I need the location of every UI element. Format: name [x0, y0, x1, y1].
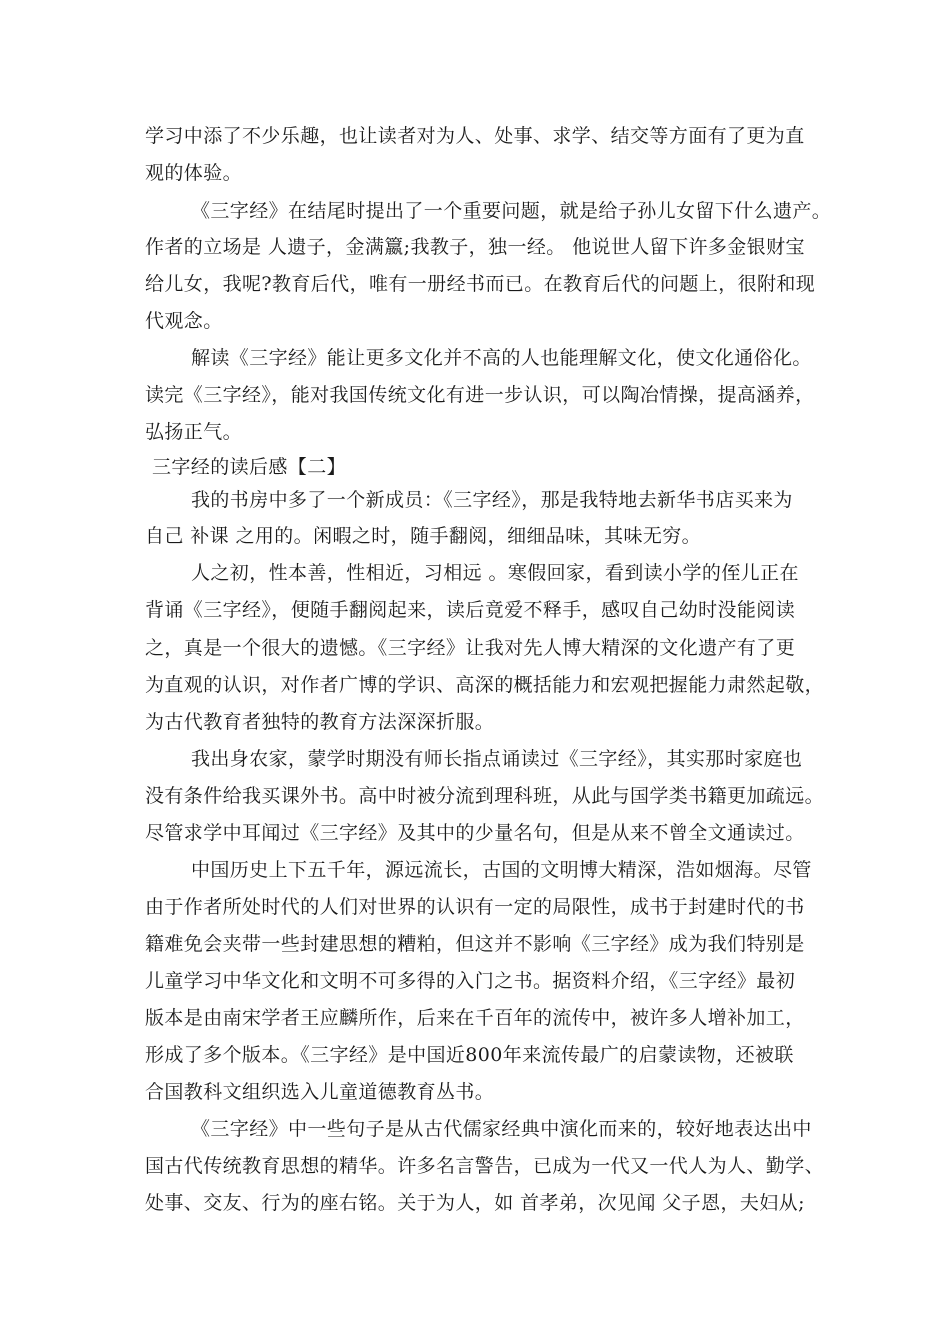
- text-line-12: 自己 补课 之用的。闲暇之时，随手翻阅，细细品味，其味无穷。: [145, 525, 702, 547]
- text-line-4: 作者的立场是 人遗子，金满籝;我教子，独一经。 他说世人留下许多金银财宝: [145, 236, 805, 258]
- text-line-25: 版本是由南宋学者王应麟所作，后来在千百年的流传中，被许多人增补加工，: [145, 1007, 805, 1029]
- text-line-27: 合国教科文组织选入儿童道德教育丛书。: [145, 1081, 495, 1103]
- text-line-30: 处事、交友、行为的座右铭。关于为人，如 首孝弟，次见闻 父子恩，夫妇从;: [145, 1192, 805, 1214]
- text-line-9: 弘扬正气。: [145, 421, 243, 443]
- text-line-14: 背诵《三字经》，便随手翻阅起来，读后竟爱不释手，感叹自己幼时没能阅读: [145, 599, 796, 621]
- text-line-8: 读完《三字经》，能对我国传统文化有进一步认识，可以陶冶情操，提高涵养，: [145, 384, 815, 406]
- text-line-22: 由于作者所处时代的人们对世界的认识有一定的局限性，成书于封建时代的书: [145, 896, 805, 918]
- text-line-24: 儿童学习中华文化和文明不可多得的入门之书。据资料介绍，《三字经》最初: [145, 970, 796, 992]
- text-line-11: 我的书房中多了一个新成员：《三字经》，那是我特地去新华书店买来为: [191, 489, 793, 511]
- section-heading: 三字经的读后感【二】: [152, 456, 347, 478]
- text-line-21: 中国历史上下五千年，源远流长，古国的文明博大精深，浩如烟海。尽管: [191, 859, 812, 881]
- text-line-18: 我出身农家，蒙学时期没有师长指点诵读过《三字经》，其实那时家庭也: [191, 748, 803, 770]
- text-line-1: 学习中添了不少乐趣，也让读者对为人、处事、求学、结交等方面有了更为直: [145, 125, 805, 147]
- text-line-5: 给儿女，我呢?教育后代，唯有一册经书而已。在教育后代的问题上，很附和现: [145, 273, 816, 295]
- text-line-29: 国古代传统教育思想的精华。许多名言警告，已成为一代又一代人为人、勤学、: [145, 1155, 825, 1177]
- text-line-15: 之，真是一个很大的遗憾。《三字经》让我对先人博大精深的文化遗产有了更: [145, 637, 796, 659]
- text-line-6: 代观念。: [145, 310, 223, 332]
- text-line-2: 观的体验。: [145, 162, 243, 184]
- text-line-26: 形成了多个版本。《三字经》是中国近800年来流传最广的启蒙读物，还被联: [145, 1044, 794, 1066]
- text-line-19: 没有条件给我买课外书。高中时被分流到理科班，从此与国学类书籍更加疏远。: [145, 785, 825, 807]
- text-line-20: 尽管求学中耳闻过《三字经》及其中的少量名句，但是从来不曾全文通读过。: [145, 822, 805, 844]
- text-line-3: 《三字经》在结尾时提出了一个重要问题，就是给子孙儿女留下什么遗产。: [191, 200, 832, 222]
- text-line-13: 人之初，性本善，性相近，习相远 。寒假回家，看到读小学的侄儿正在: [191, 562, 799, 584]
- text-line-17: 为古代教育者独特的教育方法深深折服。: [145, 711, 495, 733]
- text-line-23: 籍难免会夹带一些封建思想的糟粕，但这并不影响《三字经》成为我们特别是: [145, 933, 805, 955]
- text-line-7: 解读《三字经》能让更多文化并不高的人也能理解文化，使文化通俗化。: [191, 347, 812, 369]
- text-line-16: 为直观的认识，对作者广博的学识、高深的概括能力和宏观把握能力肃然起敬，: [145, 674, 825, 696]
- text-line-28: 《三字经》中一些句子是从古代儒家经典中演化而来的，较好地表达出中: [191, 1118, 812, 1140]
